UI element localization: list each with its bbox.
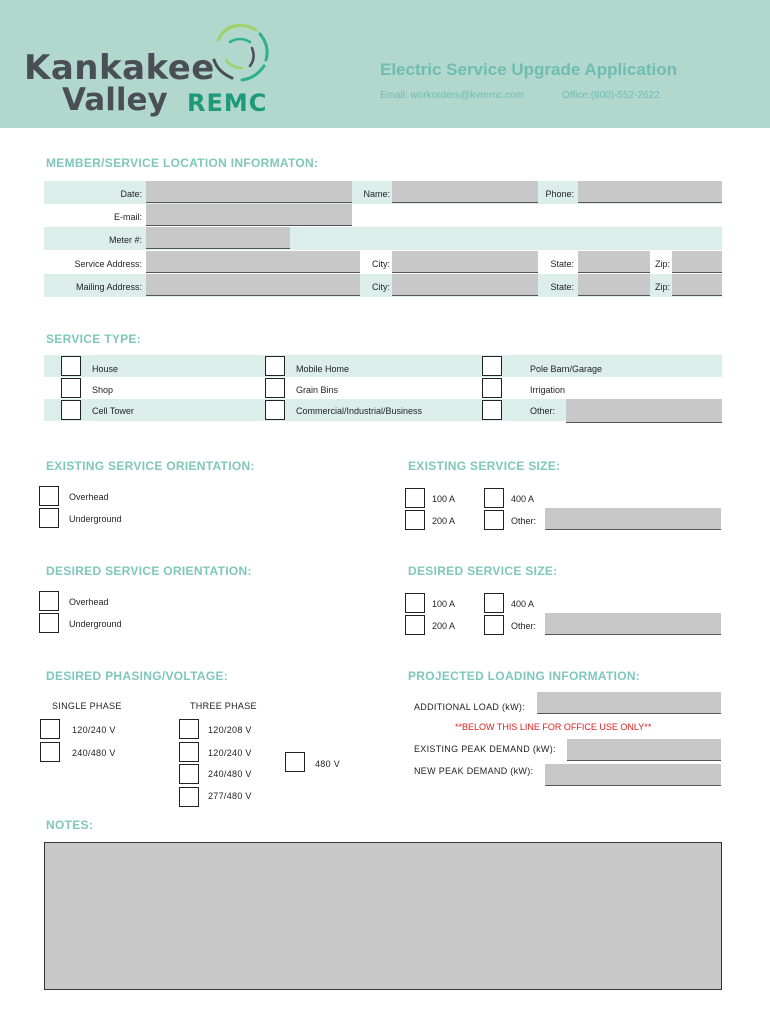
section-title-existing-orientation: EXISTING SERVICE ORIENTATION: [46, 459, 255, 473]
mobile-home-label: Mobile Home [296, 364, 350, 374]
header-banner [0, 0, 770, 128]
existing-other-field[interactable] [545, 508, 721, 530]
checkbox-commercial[interactable] [265, 400, 285, 420]
checkbox-grain-bins[interactable] [265, 378, 285, 398]
additional-load-field[interactable] [537, 692, 721, 714]
contact-phone: Office:(800)-552-2622 [562, 90, 660, 101]
checkbox-single-240-480[interactable] [40, 742, 60, 762]
section-title-service-type: SERVICE TYPE: [46, 332, 142, 346]
service-address-field[interactable] [146, 251, 360, 273]
section-title-desired-size: DESIRED SERVICE SIZE: [408, 564, 558, 578]
existing-underground-label: Underground [69, 514, 122, 524]
existing-200a-label: 200 A [432, 516, 456, 526]
grain-bins-label: Grain Bins [296, 385, 339, 395]
desired-400a-label: 400 A [511, 599, 535, 609]
checkbox-cell-tower[interactable] [61, 400, 81, 420]
zip-field[interactable] [672, 251, 722, 273]
phone-label: Phone: [545, 189, 574, 199]
office-use-note: **BELOW THIS LINE FOR OFFICE USE ONLY** [455, 722, 652, 732]
date-field[interactable] [146, 181, 352, 203]
desired-200a-label: 200 A [432, 621, 456, 631]
existing-peak-label: EXISTING PEAK DEMAND (kW): [414, 744, 556, 754]
single-120-240-label: 120/240 V [72, 725, 116, 735]
checkbox-desired-100a[interactable] [405, 593, 425, 613]
checkbox-shop[interactable] [61, 378, 81, 398]
checkbox-three-120-240[interactable] [179, 742, 199, 762]
existing-other-label: Other: [511, 516, 537, 526]
checkbox-irrigation[interactable] [482, 378, 502, 398]
zip-label: Zip: [654, 259, 670, 269]
contact-email: Email: workorders@kvremc.com [380, 90, 525, 101]
house-label: House [92, 364, 119, 374]
checkbox-desired-other[interactable] [484, 615, 504, 635]
v480-label: 480 V [315, 759, 341, 769]
commercial-label: Commercial/Industrial/Business [296, 406, 423, 416]
desired-underground-label: Underground [69, 619, 122, 629]
section-title-phasing: DESIRED PHASING/VOLTAGE: [46, 669, 229, 683]
new-peak-label: NEW PEAK DEMAND (kW): [414, 766, 534, 776]
state-label: State: [550, 259, 574, 269]
name-label: Name: [363, 189, 390, 199]
checkbox-desired-underground[interactable] [39, 613, 59, 633]
additional-load-label: ADDITIONAL LOAD (kW): [414, 702, 525, 712]
checkbox-480v[interactable] [285, 752, 305, 772]
company-logo [24, 20, 284, 120]
checkbox-existing-underground[interactable] [39, 508, 59, 528]
checkbox-existing-200a[interactable] [405, 510, 425, 530]
other-service-field[interactable] [566, 399, 722, 423]
section-title-desired-orientation: DESIRED SERVICE ORIENTATION: [46, 564, 252, 578]
existing-100a-label: 100 A [432, 494, 456, 504]
city-label: City: [372, 259, 390, 269]
desired-overhead-label: Overhead [69, 597, 109, 607]
email-field[interactable] [146, 204, 352, 226]
irrigation-label: Irrigation [530, 385, 566, 395]
mailing-address-field[interactable] [146, 274, 360, 296]
mailing-zip-field[interactable] [672, 274, 722, 296]
three-240-480-label: 240/480 V [208, 769, 252, 779]
desired-other-label: Other: [511, 621, 537, 631]
desired-other-field[interactable] [545, 613, 721, 635]
shop-label: Shop [92, 385, 114, 395]
checkbox-three-277-480[interactable] [179, 787, 199, 807]
checkbox-desired-400a[interactable] [484, 593, 504, 613]
checkbox-existing-overhead[interactable] [39, 486, 59, 506]
checkbox-mobile-home[interactable] [265, 356, 285, 376]
single-240-480-label: 240/480 V [72, 748, 116, 758]
mailing-zip-label: Zip: [654, 282, 670, 292]
three-277-480-label: 277/480 V [208, 791, 252, 801]
cell-tower-label: Cell Tower [92, 406, 134, 416]
checkbox-existing-400a[interactable] [484, 488, 504, 508]
checkbox-pole-barn[interactable] [482, 356, 502, 376]
page-title: Electric Service Upgrade Application [380, 60, 677, 79]
mailing-city-field[interactable] [392, 274, 538, 296]
email-label: E-mail: [113, 212, 142, 222]
checkbox-single-120-240[interactable] [40, 719, 60, 739]
checkbox-house[interactable] [61, 356, 81, 376]
checkbox-existing-100a[interactable] [405, 488, 425, 508]
three-120-240-label: 120/240 V [208, 748, 252, 758]
existing-400a-label: 400 A [511, 494, 535, 504]
desired-100a-label: 100 A [432, 599, 456, 609]
mailing-address-label: Mailing Address: [75, 282, 142, 292]
checkbox-three-240-480[interactable] [179, 764, 199, 784]
three-phase-label: THREE PHASE [190, 701, 257, 711]
checkbox-desired-200a[interactable] [405, 615, 425, 635]
checkbox-other-service[interactable] [482, 400, 502, 420]
service-address-label: Service Address: [74, 259, 142, 269]
mailing-city-label: City: [372, 282, 390, 292]
three-120-208-label: 120/208 V [208, 725, 252, 735]
phone-field[interactable] [578, 181, 722, 203]
checkbox-existing-other[interactable] [484, 510, 504, 530]
existing-peak-field[interactable] [567, 739, 721, 761]
city-field[interactable] [392, 251, 538, 273]
notes-textarea[interactable] [44, 842, 722, 990]
logo-text-valley: Valley [62, 82, 168, 118]
section-title-member: MEMBER/SERVICE LOCATION INFORMATON: [46, 156, 319, 170]
single-phase-label: SINGLE PHASE [52, 701, 122, 711]
logo-text-kankakee: Kankakee [24, 48, 215, 88]
name-field[interactable] [392, 181, 538, 203]
pole-barn-label: Pole Barn/Garage [530, 364, 603, 374]
meter-label: Meter #: [108, 235, 142, 245]
date-label: Date: [120, 189, 142, 199]
logo-swirl-icon [208, 20, 272, 84]
section-title-notes: NOTES: [46, 818, 94, 832]
logo-text-remc: REMC [187, 89, 268, 117]
checkbox-three-120-208[interactable] [179, 719, 199, 739]
meter-field[interactable] [146, 227, 290, 249]
checkbox-desired-overhead[interactable] [39, 591, 59, 611]
row-band [44, 355, 722, 377]
other-service-label: Other: [530, 406, 556, 416]
existing-overhead-label: Overhead [69, 492, 109, 502]
section-title-loading: PROJECTED LOADING INFORMATION: [408, 669, 641, 683]
section-title-existing-size: EXISTING SERVICE SIZE: [408, 459, 561, 473]
mailing-state-label: State: [550, 282, 574, 292]
new-peak-field[interactable] [545, 764, 721, 786]
